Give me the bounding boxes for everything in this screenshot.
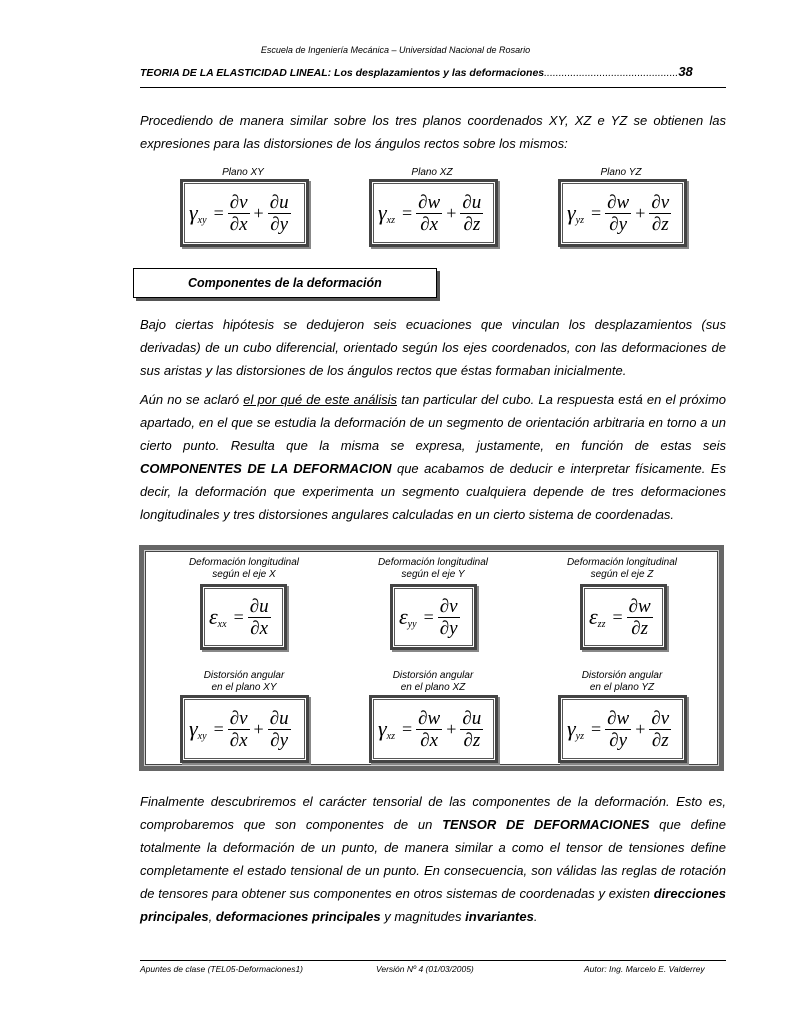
formula-symbol: γ bbox=[567, 200, 576, 225]
formula-subscript: xx bbox=[217, 618, 227, 630]
formula-box-gamma-yz-2: γ yz = $\frac{\partial w}{\partial y}$ + $\frac{\partial v}{\partial z}$ bbox=[558, 695, 687, 763]
fraction-numerator: ∂u bbox=[269, 707, 289, 729]
longitudinal-label-x bbox=[169, 557, 319, 581]
formula-subscript: xy bbox=[197, 214, 207, 226]
footer-course-notes: Apuntes de clase (TEL05-Deformaciones1) bbox=[140, 964, 303, 974]
fraction-denominator: ∂x bbox=[420, 729, 439, 751]
label-line: según el eje X bbox=[212, 569, 276, 580]
fraction-denominator: ∂y bbox=[270, 213, 289, 235]
formula-subscript: xz bbox=[386, 214, 396, 226]
fraction-numerator: ∂u bbox=[249, 595, 269, 617]
institution-header: Escuela de Ingeniería Mecánica – Universidad Nacional de Rosario bbox=[260, 45, 531, 55]
formula-subscript: yz bbox=[575, 730, 585, 742]
label-line: Distorsión angular bbox=[392, 670, 474, 681]
fraction-numerator: ∂v bbox=[439, 595, 458, 617]
running-title-text: TEORIA DE LA ELASTICIDAD LINEAL: Los desplazamientos y las deformaciones bbox=[140, 67, 545, 79]
fraction-numerator: ∂w bbox=[418, 707, 441, 729]
bold-phrase: invariantes bbox=[465, 909, 534, 924]
fraction-denominator: ∂x bbox=[250, 617, 269, 639]
formula-subscript: xz bbox=[386, 730, 396, 742]
formula-box-gamma-xz: γ xz = $\frac{\partial w}{\partial x}$ + $\frac{\partial u}{\partial z}$ bbox=[369, 179, 498, 247]
formula-box-gamma-xz-2: γ xz = $\frac{\partial w}{\partial x}$ + $\frac{\partial u}{\partial z}$ bbox=[369, 695, 498, 763]
label-line: en el plano XZ bbox=[400, 682, 466, 693]
section-heading: Componentes de la deformación bbox=[133, 268, 437, 298]
fraction-numerator: ∂v bbox=[651, 707, 670, 729]
formula-box-gamma-xy: γ xy = $\frac{\partial v}{\partial x}$ + $\frac{\partial u}{\partial y}$ bbox=[180, 179, 309, 247]
page-number: 38 bbox=[678, 64, 693, 79]
fraction-numerator: ∂v bbox=[229, 191, 248, 213]
fraction-denominator: ∂y bbox=[609, 729, 628, 751]
fraction-denominator: ∂y bbox=[609, 213, 628, 235]
fraction-denominator: ∂z bbox=[463, 729, 481, 751]
running-title bbox=[140, 64, 720, 79]
fraction-numerator: ∂u bbox=[269, 191, 289, 213]
paragraph-tensor bbox=[140, 790, 726, 928]
label-line: Distorsión angular bbox=[581, 670, 663, 681]
formula-symbol: γ bbox=[189, 716, 198, 741]
text-run: que define totalmente la deformación de un punto, de manera similar a como el tensor de tensiones define completamente el estado tensional de un punto. En consecuencia, son válidas las reglas de rotación de tensores para obtener sus componentes en otros sistemas de coordenadas y existen bbox=[140, 817, 727, 901]
label-line: Distorsión angular bbox=[203, 670, 285, 681]
plane-label: Plano YZ bbox=[600, 167, 642, 178]
fraction-denominator: ∂z bbox=[631, 617, 649, 639]
formula-box-gamma-xy-2: γ xy = $\frac{\partial v}{\partial x}$ + $\frac{\partial u}{\partial y}$ bbox=[180, 695, 309, 763]
fraction-numerator: ∂w bbox=[607, 707, 630, 729]
bold-phrase: deformaciones principales bbox=[215, 909, 381, 924]
fraction-denominator: ∂x bbox=[229, 729, 248, 751]
text-run: y magnitudes bbox=[380, 909, 466, 924]
formula-subscript: xy bbox=[197, 730, 207, 742]
fraction-denominator: ∂z bbox=[463, 213, 481, 235]
fraction-numerator: ∂w bbox=[607, 191, 630, 213]
formula-subscript: yy bbox=[407, 618, 417, 630]
angular-label-yz bbox=[547, 670, 697, 694]
footer-author: Autor: Ing. Marcelo E. Valderrey bbox=[584, 964, 705, 974]
longitudinal-label-y bbox=[358, 557, 508, 581]
footer-version: Versión Nº 4 (01/03/2005) bbox=[376, 964, 474, 974]
text-run: Finalmente descubriremos el carácter tensorial de las componentes de la deformación. Esto es, comprobaremos que son componentes de un bbox=[140, 794, 726, 832]
text-run: . bbox=[533, 909, 538, 924]
text-run: tan particular del cubo. La respuesta está en el próximo apartado, en el que se estudia la deformación de un segmento de orientación arbitraria en torno a un cierto punto. Resulta que la misma se expresa, justamente, en función de estas seis bbox=[140, 392, 726, 453]
formula-box-gamma-yz: γ yz = $\frac{\partial w}{\partial y}$ + $\frac{\partial v}{\partial z}$ bbox=[558, 179, 687, 247]
formula-subscript: yz bbox=[575, 214, 585, 226]
formula-symbol: γ bbox=[378, 200, 387, 225]
text-run: , bbox=[208, 909, 216, 924]
intro-paragraph: Procediendo de manera similar sobre los tres planos coordenados XY, XZ e YZ se obtienen las expresiones para las distorsiones de los ángulos rectos sobre los mismos: bbox=[140, 113, 726, 151]
fraction-numerator: ∂w bbox=[418, 191, 441, 213]
formula-box-epsilon-xx: ε xx = $\frac{\partial u}{\partial x}$ bbox=[200, 584, 287, 650]
angular-label-xz bbox=[358, 670, 508, 694]
longitudinal-label-z bbox=[547, 557, 697, 581]
formula-symbol: γ bbox=[378, 716, 387, 741]
label-line: según el eje Y bbox=[401, 569, 465, 580]
bold-phrase: TENSOR DE DEFORMACIONES bbox=[442, 817, 650, 832]
paragraph-components bbox=[140, 388, 726, 526]
footer-rule bbox=[140, 960, 726, 961]
label-line: Deformación longitudinal bbox=[566, 557, 678, 568]
fraction-numerator: ∂u bbox=[462, 707, 482, 729]
fraction-numerator: ∂u bbox=[462, 191, 482, 213]
formula-box-epsilon-zz: ε zz = $\frac{\partial w}{\partial z}$ bbox=[580, 584, 667, 650]
fraction-denominator: ∂z bbox=[651, 213, 669, 235]
fraction-denominator: ∂x bbox=[229, 213, 248, 235]
text-run: Aún no se aclaró bbox=[140, 392, 244, 407]
fraction-denominator: ∂y bbox=[439, 617, 458, 639]
formula-symbol: γ bbox=[567, 716, 576, 741]
label-line: Deformación longitudinal bbox=[188, 557, 300, 568]
bold-phrase: direcciones principales bbox=[140, 886, 726, 924]
underlined-phrase: el por qué de este análisis bbox=[243, 392, 397, 407]
fraction-denominator: ∂x bbox=[420, 213, 439, 235]
label-line: según el eje Z bbox=[590, 569, 654, 580]
fraction-numerator: ∂v bbox=[229, 707, 248, 729]
plane-label: Plano XY bbox=[222, 167, 264, 178]
formula-symbol: γ bbox=[189, 200, 198, 225]
fraction-numerator: ∂w bbox=[628, 595, 651, 617]
text-run: que acabamos de deducir e interpretar físicamente. Es decir, la deformación que experimenta un segmento cualquiera depende de tres deformaciones longitudinales y tres distorsiones angulares calculadas en un cierto sistema de coordenadas. bbox=[140, 461, 726, 522]
fraction-denominator: ∂y bbox=[270, 729, 289, 751]
formula-symbol: ε bbox=[209, 604, 218, 629]
header-rule bbox=[140, 87, 726, 88]
fraction-denominator: ∂z bbox=[651, 729, 669, 751]
label-line: Deformación longitudinal bbox=[377, 557, 489, 568]
bold-phrase: COMPONENTES DE LA DEFORMACION bbox=[140, 461, 392, 476]
angular-label-xy bbox=[169, 670, 319, 694]
formula-box-epsilon-yy: ε yy = $\frac{\partial v}{\partial y}$ bbox=[390, 584, 477, 650]
label-line: en el plano XY bbox=[211, 682, 277, 693]
formula-symbol: ε bbox=[589, 604, 598, 629]
running-title-dots: .............................................. bbox=[544, 67, 679, 79]
label-line: en el plano YZ bbox=[589, 682, 655, 693]
formula-symbol: ε bbox=[399, 604, 408, 629]
paragraph-hypotheses: Bajo ciertas hipótesis se dedujeron seis ecuaciones que vinculan los desplazamientos (sus derivadas) de un cubo diferencial, orientado según los ejes coordenados, con las deformaciones de sus aristas y las distorsiones de los ángulos rectos que éstas formaban inicialmente. bbox=[140, 317, 726, 378]
fraction-numerator: ∂v bbox=[651, 191, 670, 213]
plane-label: Plano XZ bbox=[411, 167, 453, 178]
formula-subscript: zz bbox=[597, 618, 606, 630]
